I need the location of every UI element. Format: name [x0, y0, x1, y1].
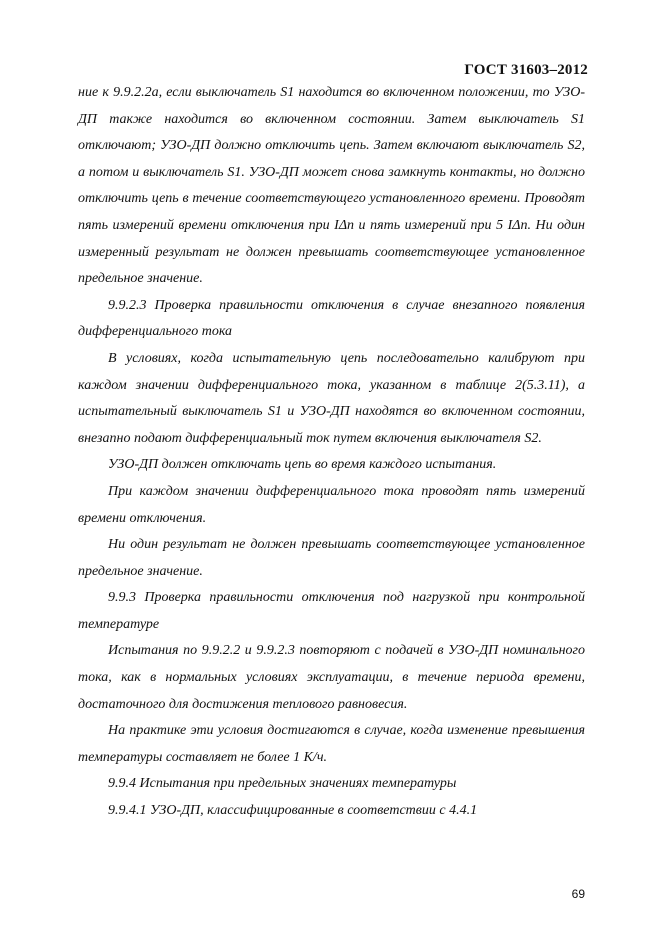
- document-header: ГОСТ 31603–2012: [464, 62, 588, 78]
- paragraph: При каждом значении дифференциального тока проводят пять измерений времени отключения.: [78, 483, 585, 526]
- paragraph: УЗО-ДП должен отключать цепь во время каждого испытания.: [108, 457, 497, 473]
- paragraph: На практике эти условия достигаются в случае, когда изменение превышения температуры составляет не более 1 К/ч.: [78, 723, 585, 765]
- section-heading-9-9-2-3: 9.9.2.3 Проверка правильности отключения в случае внезапного появления дифференциального тока: [78, 297, 585, 340]
- section-heading-9-9-4: 9.9.4 Испытания при предельных значениях температуры: [108, 776, 457, 792]
- document-body: [78, 80, 585, 825]
- paragraph: В условиях, когда испытательную цепь последовательно калибруют при каждом значении дифференциального тока, указанном в таблице 2(5.3.11), а испытательный выключатель S1 и УЗО-ДП находятся во включенном состоянии, внезапно подают дифференциальный ток путем включения выключателя S2.: [78, 350, 585, 446]
- paragraph: Ни один результат не должен превышать соответствующее установленное предельное значение.: [78, 537, 585, 579]
- page-number: 69: [571, 887, 585, 901]
- section-heading-9-9-4-1: 9.9.4.1 УЗО-ДП, классифицированные в соответствии с 4.4.1: [108, 803, 478, 819]
- paragraph-continuation: ние к 9.9.2.2а, если выключатель S1 находится во включенном положении, то УЗО-ДП также находится во включенном состоянии. Затем выключатель S1 отключают; УЗО-ДП должно отключить цепь. Затем включают выключатель S2, а потом и выключатель S1. УЗО-ДП может снова замкнуть контакты, но должно отключить цепь в течение соответствующего установленного времени. Проводят пять измерений времени отключения при IΔn и пять измерений при 5 IΔn. Ни один измеренный результат не должен превышать соответствующее установленное предельное значение.: [78, 85, 585, 287]
- section-heading-9-9-3: 9.9.3 Проверка правильности отключения под нагрузкой при контрольной температуре: [78, 590, 585, 632]
- paragraph: Испытания по 9.9.2.2 и 9.9.2.3 повторяют с подачей в УЗО-ДП номинального тока, как в нормальных условиях эксплуатации, в течение периода времени, достаточного для достижения теплового равновесия.: [78, 643, 585, 712]
